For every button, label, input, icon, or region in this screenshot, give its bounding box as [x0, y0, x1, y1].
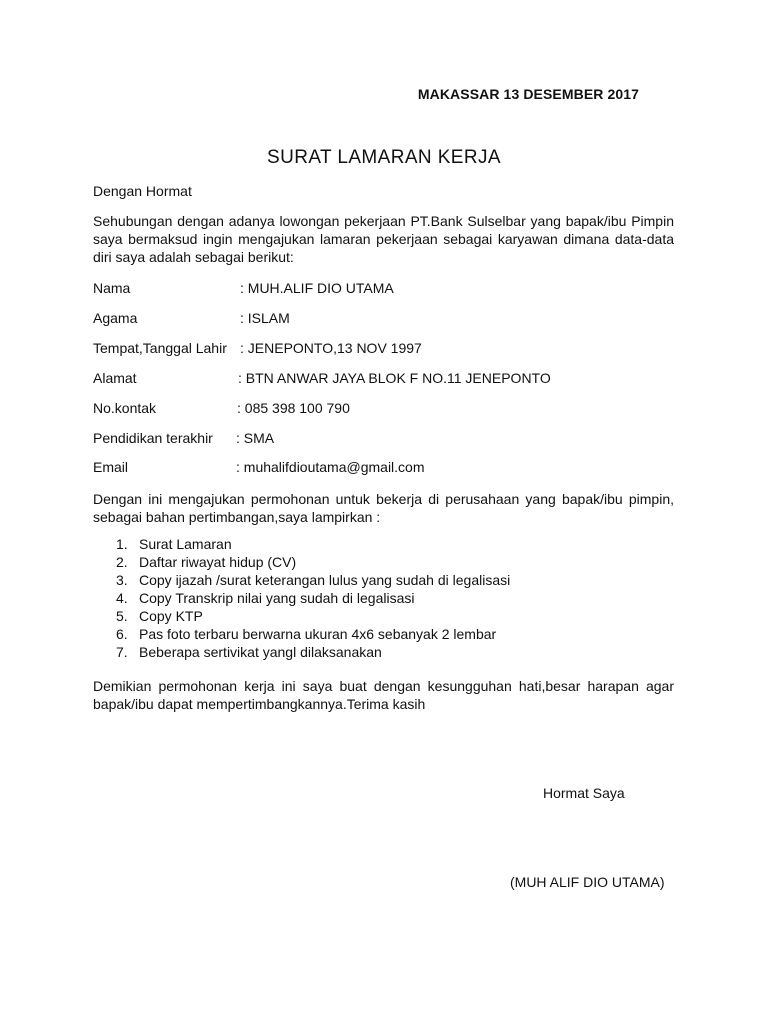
list-item: 2. Daftar riwayat hidup (CV) [116, 554, 297, 570]
salutation: Dengan Hormat [93, 183, 192, 199]
list-item: 1. Surat Lamaran [116, 536, 232, 552]
field-label: Alamat [93, 370, 137, 386]
request-paragraph: Dengan ini mengajukan permohonan untuk bekerja di perusahaan yang bapak/ibu pimpin, sebagai bahan pertimbangan,saya lampirkan : [93, 491, 674, 525]
field-value: : MUH.ALIF DIO UTAMA [240, 280, 394, 296]
list-item: 4. Copy Transkrip nilai yang sudah di legalisasi [116, 590, 415, 606]
list-item: 6. Pas foto terbaru berwarna ukuran 4x6 sebanyak 2 lembar [116, 626, 497, 642]
field-label: Email [93, 459, 129, 475]
attachment-list [116, 535, 510, 661]
field-label: Tempat,Tanggal Lahir [93, 340, 227, 356]
signer-name: (MUH ALIF DIO UTAMA) [510, 874, 665, 890]
field-value: : SMA [236, 430, 275, 446]
field-value: : JENEPONTO,13 NOV 1997 [240, 340, 422, 356]
field-label: Agama [93, 310, 138, 326]
list-item: 7. Beberapa sertivikat yangl dilaksanakan [116, 644, 382, 660]
field-value: : muhalifdioutama@gmail.com [236, 459, 425, 475]
field-value: : 085 398 100 790 [237, 400, 350, 416]
field-label: Pendidikan terakhir [93, 430, 213, 446]
list-item: 5. Copy KTP [116, 608, 203, 624]
field-label: Nama [93, 280, 131, 296]
list-item: 3. Copy ijazah /surat keterangan lulus yang sudah di legalisasi [116, 572, 511, 588]
letter-title: SURAT LAMARAN KERJA [267, 147, 501, 168]
closing-greeting: Hormat Saya [543, 785, 625, 801]
field-value: : BTN ANWAR JAYA BLOK F NO.11 JENEPONTO [238, 370, 551, 386]
intro-paragraph: Sehubungan dengan adanya lowongan pekerjaan PT.Bank Sulselbar yang bapak/ibu Pimpin saya bermaksud ingin mengajukan lamaran pekerjaan sebagai karyawan dimana data-data diri saya adalah sebagai berikut: [93, 213, 674, 265]
field-value: : ISLAM [240, 310, 290, 326]
closing-paragraph: Demikian permohonan kerja ini saya buat dengan kesungguhan hati,besar harapan agar bapak/ibu dapat mempertimbangkannya.Terima kasih [93, 678, 674, 712]
field-label: No.kontak [93, 400, 157, 416]
letter-date: MAKASSAR 13 DESEMBER 2017 [417, 86, 639, 102]
